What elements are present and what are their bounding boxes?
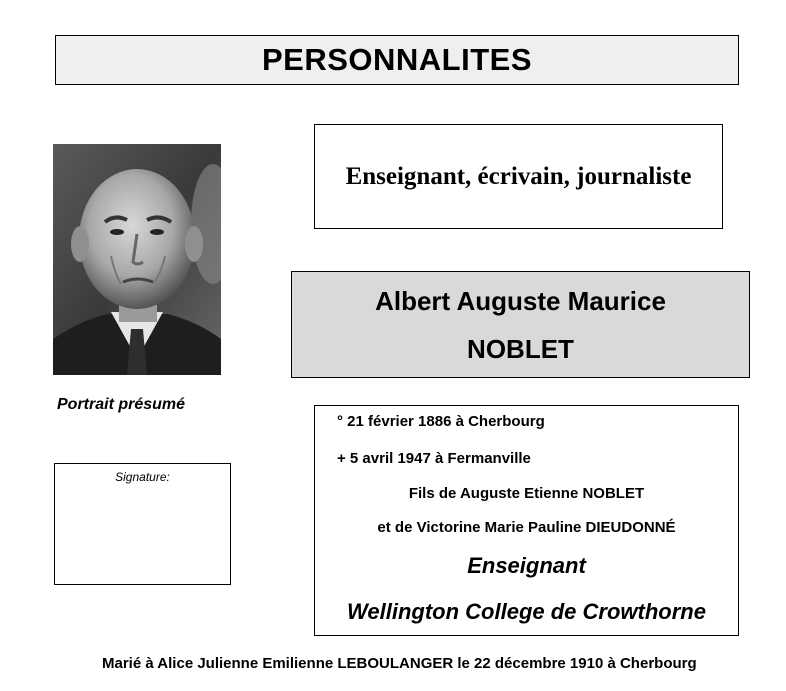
mother-line: et de Victorine Marie Pauline DIEUDONNÉ bbox=[377, 519, 676, 536]
profession-box bbox=[314, 124, 723, 229]
biography-box bbox=[314, 405, 739, 636]
given-names: Albert Auguste Maurice bbox=[375, 285, 666, 316]
father-line: Fils de Auguste Etienne NOBLET bbox=[408, 485, 645, 502]
page-title-text: PERSONNALITES bbox=[261, 42, 533, 77]
portrait-caption: Portrait présumé bbox=[57, 396, 186, 413]
birth-line: ° 21 février 1886 à Cherbourg bbox=[337, 413, 545, 430]
death-line: + 5 avril 1947 à Fermanville bbox=[337, 450, 531, 467]
page-title bbox=[55, 35, 739, 85]
signature-label: Signature: bbox=[115, 470, 170, 484]
signature-box bbox=[54, 463, 231, 585]
occupation-line: Enseignant bbox=[467, 553, 586, 578]
surname: NOBLET bbox=[467, 333, 574, 364]
marriage-line: Marié à Alice Julienne Emilienne LEBOULANGER le 22 décembre 1910 à Cherbourg bbox=[102, 655, 697, 672]
profession-text: Enseignant, écrivain, journaliste bbox=[345, 162, 692, 190]
school-line: Wellington College de Crowthorne bbox=[347, 599, 706, 624]
name-box bbox=[291, 271, 750, 378]
portrait-photo bbox=[53, 144, 221, 375]
